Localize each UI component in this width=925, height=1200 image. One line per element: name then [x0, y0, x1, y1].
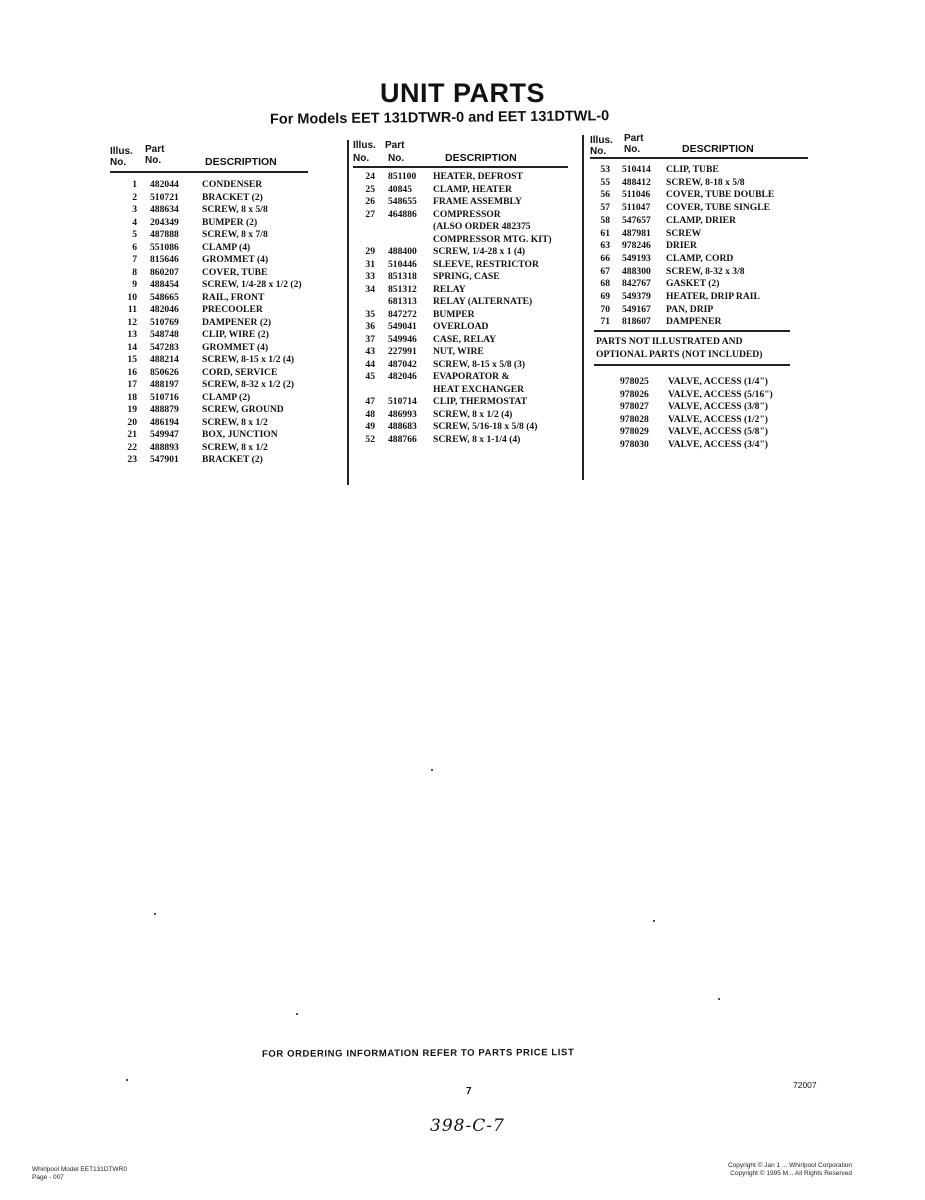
part-row: [590, 316, 820, 328]
part-row: [353, 371, 583, 383]
part-description: SCREW, 5/16-18 x 5/8 (4): [433, 421, 538, 432]
header-illus: Illus. No.: [110, 146, 133, 168]
part-number: 978029: [620, 426, 649, 438]
bottom-left-caption: Whirlpool Model EET131DTWR0 Page - 007: [32, 1166, 128, 1181]
part-number: 510414: [622, 164, 651, 175]
part-number: 850626: [150, 366, 179, 378]
page-subtitle: For Models EET 131DTWR-0 and EET 131DTWL-0: [269, 108, 610, 128]
notice-rule-bottom: [594, 364, 790, 366]
part-row: [110, 229, 310, 241]
scan-speck: [154, 913, 156, 915]
page-title: UNIT PARTS: [380, 78, 545, 108]
part-number: 511047: [622, 202, 651, 214]
illus-number: 70: [600, 303, 610, 315]
illus-number: 43: [365, 346, 375, 357]
illus-number: 21: [127, 429, 137, 440]
part-number: 510721: [150, 191, 179, 203]
part-description: VALVE, ACCESS (1/4"): [668, 376, 768, 387]
column-divider-1: [347, 140, 349, 485]
part-row: [110, 417, 310, 429]
column-divider-2: [582, 135, 584, 480]
optional-part-row: [590, 401, 820, 413]
part-number: 978246: [622, 240, 651, 252]
part-description: SCREW, 8-32 x 3/8: [666, 265, 745, 277]
header-no: No.: [353, 153, 370, 164]
part-number: 488300: [622, 265, 651, 277]
part-number: 482046: [388, 371, 417, 382]
notice-rule-top: [594, 330, 790, 332]
illus-number: 15: [127, 354, 137, 365]
illus-number: 17: [127, 379, 137, 390]
header-part: Part: [385, 140, 405, 151]
part-row: [353, 259, 583, 271]
part-description: BUMPER (2): [202, 216, 258, 228]
part-row: [353, 321, 583, 333]
part-description: SCREW, 8-15 x 1/2 (4): [202, 354, 295, 365]
parts-column-2: [353, 140, 583, 470]
illus-number: 8: [132, 266, 137, 278]
part-description: DAMPENER (2): [202, 316, 272, 328]
part-number: 510446: [388, 258, 417, 270]
part-description: SCREW, 1/4-28 x 1/2 (2): [202, 279, 302, 290]
illus-number: 16: [127, 366, 137, 378]
illus-number: 53: [600, 164, 610, 175]
copyright-notice: Copyright © Jan 1 ... Whirlpool Corporation Copyright © 1995 M... All Rights Reserved: [728, 1162, 853, 1177]
header-rule: [353, 166, 568, 168]
header-description: DESCRIPTION: [445, 152, 517, 164]
part-description: PAN, DRIP: [666, 303, 714, 315]
part-number: 488879: [150, 404, 179, 415]
part-number: 851100: [388, 171, 417, 182]
illus-number: 7: [132, 254, 137, 265]
part-number: 547901: [150, 454, 179, 465]
part-number: 549167: [622, 303, 651, 315]
part-row: [353, 296, 583, 308]
header-rule: [110, 171, 308, 173]
part-description: CASE, RELAY: [433, 333, 497, 345]
part-row: [590, 253, 820, 265]
part-description: CORD, SERVICE: [202, 366, 278, 378]
part-number: 978026: [620, 388, 649, 400]
optional-part-row: [590, 426, 820, 438]
part-row: [110, 392, 310, 404]
part-description: PRECOOLER: [202, 304, 263, 315]
part-row: [110, 179, 310, 191]
illus-number: 22: [127, 441, 137, 453]
illus-number: 48: [365, 408, 375, 420]
part-description: CLAMP, HEATER: [433, 183, 512, 195]
part-description: COMPRESSOR: [433, 208, 501, 220]
part-number: 488766: [388, 433, 417, 445]
illus-number: 71: [600, 316, 610, 328]
illus-number: 14: [127, 341, 137, 353]
part-number: 40845: [388, 183, 412, 195]
illus-number: 23: [127, 454, 137, 465]
page-number: 7: [466, 1086, 472, 1097]
part-description: SPRING, CASE: [433, 271, 500, 282]
illus-number: 55: [600, 176, 610, 188]
part-description: RELAY (ALTERNATE): [433, 296, 533, 307]
illus-number: 2: [132, 191, 137, 203]
part-description: VALVE, ACCESS (3/8"): [668, 401, 768, 413]
part-row: [110, 354, 310, 366]
part-number: 464886: [388, 208, 417, 220]
part-description: SCREW: [666, 227, 702, 239]
part-number: 227991: [388, 346, 417, 357]
part-description: CLAMP (4): [202, 241, 251, 253]
part-number: 548665: [150, 291, 179, 303]
part-description: SCREW, 8 x 7/8: [202, 229, 268, 240]
part-row: [353, 421, 583, 433]
part-description: RELAY: [433, 283, 466, 295]
part-row: [353, 234, 583, 246]
part-number: 851318: [388, 271, 417, 282]
part-row: [590, 189, 820, 201]
header-description: DESCRIPTION: [682, 143, 754, 155]
part-description: CLAMP, DRIER: [666, 214, 737, 226]
part-description: CONDENSER: [202, 179, 263, 190]
part-description: DAMPENER: [666, 316, 722, 328]
part-number: 488412: [622, 176, 651, 188]
part-number: 549946: [388, 333, 417, 345]
part-description: SCREW, 8 x 1/2: [202, 441, 268, 453]
part-number: 978028: [620, 413, 649, 425]
document-code: 72007: [793, 1080, 817, 1090]
part-description: VALVE, ACCESS (5/8"): [668, 426, 768, 438]
illus-number: 4: [132, 216, 137, 228]
part-number: 681313: [388, 296, 417, 307]
illus-number: 25: [365, 183, 375, 195]
scan-speck: [126, 1079, 128, 1081]
part-description: GROMMET (4): [202, 341, 269, 353]
part-description: CLAMP, CORD: [666, 252, 734, 264]
part-number: 978025: [620, 376, 649, 387]
illus-number: 44: [365, 358, 375, 370]
illus-number: 66: [600, 252, 610, 264]
part-number: 510769: [150, 316, 179, 328]
part-row: [110, 317, 310, 329]
part-number: 549379: [622, 291, 651, 302]
illus-number: 1: [132, 179, 137, 190]
illus-number: 67: [600, 265, 610, 277]
part-number: 842767: [622, 278, 651, 290]
part-description: SCREW, 8-32 x 1/2 (2): [202, 379, 295, 390]
part-row: [353, 384, 583, 396]
part-description: HEATER, DRIP RAIL: [666, 291, 760, 302]
illus-number: 24: [365, 171, 375, 182]
header-part: Part No.: [145, 144, 165, 166]
part-number: 510714: [388, 396, 417, 407]
header-illus: Illus. No.: [590, 135, 613, 157]
part-number: 851312: [388, 283, 417, 295]
illus-number: 11: [127, 304, 137, 315]
optional-part-row: [590, 414, 820, 426]
part-number: 482044: [150, 179, 179, 190]
optional-part-row: [590, 376, 820, 388]
part-row: [353, 221, 583, 233]
part-row: [110, 292, 310, 304]
part-number: 488454: [150, 279, 179, 290]
part-description: SCREW, 1/4-28 x 1 (4): [433, 246, 526, 257]
part-row: [110, 242, 310, 254]
illus-number: 20: [127, 416, 137, 428]
part-description: VALVE, ACCESS (3/4"): [668, 439, 768, 450]
illus-number: 35: [365, 308, 375, 320]
part-row: [590, 164, 820, 176]
part-row: [353, 396, 583, 408]
part-number: 847272: [388, 308, 417, 320]
part-description: BRACKET (2): [202, 454, 263, 465]
part-row: [353, 184, 583, 196]
part-row: [110, 192, 310, 204]
illus-number: 10: [127, 291, 137, 303]
part-row: [353, 346, 583, 358]
illus-number: 52: [365, 433, 375, 445]
part-description: VALVE, ACCESS (1/2"): [668, 413, 768, 425]
part-row: [110, 267, 310, 279]
illus-number: 69: [600, 291, 610, 302]
part-row: [110, 204, 310, 216]
part-description: CLIP, THERMOSTAT: [433, 396, 528, 407]
part-row: [353, 196, 583, 208]
part-number: 486993: [388, 408, 417, 420]
part-description: CLIP, TUBE: [666, 164, 719, 175]
optional-part-row: [590, 389, 820, 401]
part-number: 488893: [150, 441, 179, 453]
part-description: BRACKET (2): [202, 191, 263, 203]
part-row: [110, 367, 310, 379]
part-row: [590, 215, 820, 227]
scan-speck: [431, 769, 433, 771]
part-description: BOX, JUNCTION: [202, 429, 278, 440]
part-row: [110, 304, 310, 316]
optional-part-row: [590, 439, 820, 451]
notice-text: PARTS NOT ILLUSTRATED AND OPTIONAL PARTS (NOT INCLUDED): [596, 336, 763, 360]
parts-column-3: [590, 133, 820, 463]
part-number: 488634: [150, 204, 179, 215]
part-description: BUMPER: [433, 308, 475, 320]
part-description: FRAME ASSEMBLY: [433, 196, 522, 207]
part-row: [353, 284, 583, 296]
part-number: 488197: [150, 379, 179, 390]
illus-number: 31: [365, 258, 375, 270]
header-description: DESCRIPTION: [205, 156, 277, 168]
illus-number: 49: [365, 421, 375, 432]
part-description: GROMMET (4): [202, 254, 269, 265]
part-row: [353, 171, 583, 183]
part-row: [590, 177, 820, 189]
part-row: [110, 254, 310, 266]
part-row: [110, 329, 310, 341]
part-description: COVER, TUBE: [202, 266, 268, 278]
part-description: SCREW, 8 x 1/2 (4): [433, 408, 513, 420]
illus-number: 45: [365, 371, 375, 382]
illus-number: 29: [365, 246, 375, 257]
part-description: VALVE, ACCESS (5/16"): [668, 388, 773, 400]
scan-speck: [718, 998, 720, 1000]
part-number: 488214: [150, 354, 179, 365]
part-description: COMPRESSOR MTG. KIT): [433, 233, 552, 245]
part-description: SCREW, 8 x 5/8: [202, 204, 268, 215]
part-number: 488400: [388, 246, 417, 257]
part-number: 488683: [388, 421, 417, 432]
illus-number: 56: [600, 189, 610, 201]
header-part: Part No.: [624, 133, 644, 155]
part-row: [353, 334, 583, 346]
part-row: [110, 342, 310, 354]
handwritten-note: 398-C-7: [430, 1116, 505, 1136]
part-description: CLAMP (2): [202, 391, 251, 403]
part-description: CLIP, WIRE (2): [202, 329, 269, 340]
part-row: [110, 404, 310, 416]
part-number: 978030: [620, 439, 649, 450]
part-number: 482046: [150, 304, 179, 315]
part-row: [110, 217, 310, 229]
part-number: 511046: [622, 189, 651, 201]
part-number: 549193: [622, 252, 651, 264]
part-row: [590, 202, 820, 214]
part-description: DRIER: [666, 240, 697, 252]
part-description: SCREW, 8-18 x 5/8: [666, 176, 745, 188]
part-description: RAIL, FRONT: [202, 291, 265, 303]
part-description: HEATER, DEFROST: [433, 171, 523, 182]
header-no: No.: [388, 153, 405, 164]
part-row: [590, 291, 820, 303]
illus-number: 19: [127, 404, 137, 415]
header-illus: Illus.: [353, 140, 376, 151]
part-description: SCREW, 8-15 x 5/8 (3): [433, 358, 526, 370]
part-row: [353, 271, 583, 283]
part-description: COVER, TUBE DOUBLE: [666, 189, 775, 201]
illus-number: 12: [127, 316, 137, 328]
ordering-footer: FOR ORDERING INFORMATION REFER TO PARTS PRICE LIST: [261, 1047, 575, 1060]
illus-number: 58: [600, 214, 610, 226]
part-description: OVERLOAD: [433, 321, 489, 332]
part-row: [353, 434, 583, 446]
part-number: 487981: [622, 227, 651, 239]
part-number: 860207: [150, 266, 179, 278]
part-description: SCREW, GROUND: [202, 404, 284, 415]
illus-number: 36: [365, 321, 375, 332]
part-row: [110, 379, 310, 391]
part-number: 549947: [150, 429, 179, 440]
part-description: SCREW, 8 x 1/2: [202, 416, 268, 428]
illus-number: 26: [365, 196, 375, 207]
part-row: [590, 304, 820, 316]
part-description: COVER, TUBE SINGLE: [666, 202, 771, 214]
part-description: SCREW, 8 x 1-1/4 (4): [433, 433, 521, 445]
part-number: 818607: [622, 316, 651, 328]
part-row: [590, 228, 820, 240]
illus-number: 34: [365, 283, 375, 295]
illus-number: 68: [600, 278, 610, 290]
part-row: [110, 279, 310, 291]
part-description: EVAPORATOR &: [433, 371, 510, 382]
part-row: [353, 309, 583, 321]
part-number: 978027: [620, 401, 649, 413]
part-description: (ALSO ORDER 482375: [433, 221, 531, 232]
part-number: 510716: [150, 391, 179, 403]
part-row: [110, 442, 310, 454]
illus-number: 61: [600, 227, 610, 239]
part-number: 487042: [388, 358, 417, 370]
part-row: [110, 429, 310, 441]
illus-number: 9: [132, 279, 137, 290]
part-description: NUT, WIRE: [433, 346, 484, 357]
part-number: 487888: [150, 229, 179, 240]
illus-number: 47: [365, 396, 375, 407]
part-number: 815646: [150, 254, 179, 265]
illus-number: 5: [132, 229, 137, 240]
part-row: [590, 240, 820, 252]
part-description: GASKET (2): [666, 278, 720, 290]
part-row: [353, 246, 583, 258]
part-number: 549041: [388, 321, 417, 332]
part-row: [590, 278, 820, 290]
part-number: 547283: [150, 341, 179, 353]
part-row: [353, 359, 583, 371]
header-rule: [590, 157, 808, 159]
part-row: [590, 266, 820, 278]
part-number: 548748: [150, 329, 179, 340]
part-number: 547657: [622, 214, 651, 226]
illus-number: 63: [600, 240, 610, 252]
part-number: 486194: [150, 416, 179, 428]
illus-number: 37: [365, 333, 375, 345]
illus-number: 57: [600, 202, 610, 214]
scan-speck: [296, 1013, 298, 1015]
part-number: 548655: [388, 196, 417, 207]
part-description: SLEEVE, RESTRICTOR: [433, 258, 539, 270]
scan-speck: [653, 920, 655, 922]
illus-number: 6: [132, 241, 137, 253]
parts-column-1: [110, 142, 310, 472]
part-number: 551086: [150, 241, 179, 253]
part-row: [353, 209, 583, 221]
illus-number: 3: [132, 204, 137, 215]
part-row: [110, 454, 310, 466]
part-description: HEAT EXCHANGER: [433, 383, 525, 395]
illus-number: 27: [365, 208, 375, 220]
illus-number: 33: [365, 271, 375, 282]
illus-number: 13: [127, 329, 137, 340]
part-row: [353, 409, 583, 421]
part-number: 204349: [150, 216, 179, 228]
illus-number: 18: [127, 391, 137, 403]
